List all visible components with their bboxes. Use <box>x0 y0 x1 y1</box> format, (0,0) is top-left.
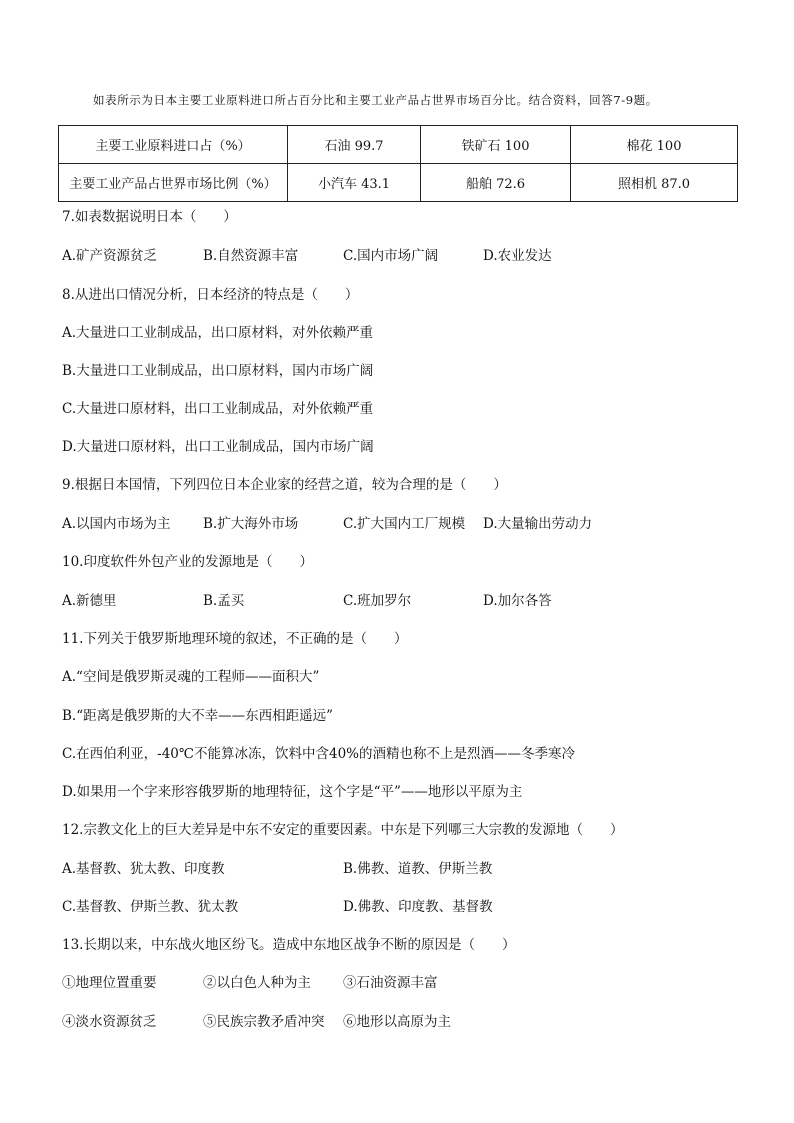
reason-6: ⑥地形以高原为主 <box>343 1014 451 1030</box>
option-a: A.新德里 <box>62 593 117 609</box>
reason-4: ④淡水资源贫乏 <box>62 1014 157 1030</box>
table-cell: 铁矿石 100 <box>421 126 571 164</box>
table-cell: 照相机 87.0 <box>571 164 738 202</box>
question-10-options <box>62 589 762 609</box>
table-cell: 棉花 100 <box>571 126 738 164</box>
option-c: C.国内市场广阔 <box>343 248 439 264</box>
option-d: D.佛教、印度教、基督教 <box>343 899 493 915</box>
reason-3: ③石油资源丰富 <box>343 975 438 991</box>
option-c: C.基督教、伊斯兰教、犹太教 <box>62 899 239 915</box>
option-b: B.佛教、道教、伊斯兰教 <box>343 861 493 877</box>
option-d: D.大量输出劳动力 <box>483 516 593 532</box>
option-a: A.矿产资源贫乏 <box>62 248 158 264</box>
data-table <box>58 125 738 202</box>
question-9-options <box>62 512 762 532</box>
question-7-options <box>62 244 762 264</box>
option-d: D.如果用一个字来形容俄罗斯的地理特征，这个字是“平”——地形以平原为主 <box>62 784 523 800</box>
option-c: C.大量进口原材料，出口工业制成品，对外依赖严重 <box>62 401 374 417</box>
option-b: B.孟买 <box>203 593 245 609</box>
option-c: C.在西伯利亚，-40℃不能算冰冻，饮料中含40%的酒精也称不上是烈酒——冬季寒冷 <box>62 746 575 762</box>
question-12-stem: 12.宗教文化上的巨大差异是中东不安定的重要因素。中东是下列哪三大宗教的发源地（ ） <box>62 822 624 838</box>
table-cell: 主要工业产品占世界市场比例（%） <box>59 164 288 202</box>
option-d: D.农业发达 <box>483 248 552 264</box>
option-a: A.基督教、犹太教、印度教 <box>62 861 225 877</box>
option-b: B.“距离是俄罗斯的大不幸——东西相距遥远” <box>62 708 334 724</box>
question-12-options-row1 <box>62 857 762 877</box>
question-13-options-row2 <box>62 1010 762 1030</box>
reason-1: ①地理位置重要 <box>62 975 157 991</box>
option-a: A.以国内市场为主 <box>62 516 171 532</box>
table-row <box>59 126 738 164</box>
question-13-options-row1 <box>62 971 762 991</box>
question-7-stem: 7.如表数据说明日本（ ） <box>62 209 237 225</box>
question-12-options-row2 <box>62 895 762 915</box>
question-9-stem: 9.根据日本国情，下列四位日本企业家的经营之道，较为合理的是（ ） <box>62 477 507 493</box>
table-cell: 主要工业原料进口占（%） <box>59 126 288 164</box>
question-13-stem: 13.长期以来，中东战火地区纷飞。造成中东地区战争不断的原因是（ ） <box>62 937 516 953</box>
option-a: A.“空间是俄罗斯灵魂的工程师——面积大” <box>62 669 320 685</box>
table-row <box>59 164 738 202</box>
option-b: B.大量进口工业制成品，出口原材料，国内市场广阔 <box>62 363 374 379</box>
table-cell: 石油 99.7 <box>288 126 421 164</box>
table-cell: 小汽车 43.1 <box>288 164 421 202</box>
question-10-stem: 10.印度软件外包产业的发源地是（ ） <box>62 554 313 570</box>
option-b: B.自然资源丰富 <box>203 248 299 264</box>
option-a: A.大量进口工业制成品，出口原材料，对外依赖严重 <box>62 325 374 341</box>
table-cell: 船舶 72.6 <box>421 164 571 202</box>
reason-5: ⑤民族宗教矛盾冲突 <box>203 1014 325 1030</box>
question-8-stem: 8.从进出口情况分析，日本经济的特点是（ ） <box>62 287 359 303</box>
option-c: C.班加罗尔 <box>343 593 412 609</box>
option-d: D.大量进口原材料，出口工业制成品，国内市场广阔 <box>62 439 374 455</box>
option-d: D.加尔各答 <box>483 593 552 609</box>
intro-text: 如表所示为日本主要工业原料进口所占百分比和主要工业产品占世界市场百分比。结合资料，回答7-9题。 <box>93 93 658 107</box>
option-b: B.扩大海外市场 <box>203 516 299 532</box>
reason-2: ②以白色人种为主 <box>203 975 311 991</box>
question-11-stem: 11.下列关于俄罗斯地理环境的叙述，不正确的是（ ） <box>62 631 408 647</box>
option-c: C.扩大国内工厂规模 <box>343 516 466 532</box>
